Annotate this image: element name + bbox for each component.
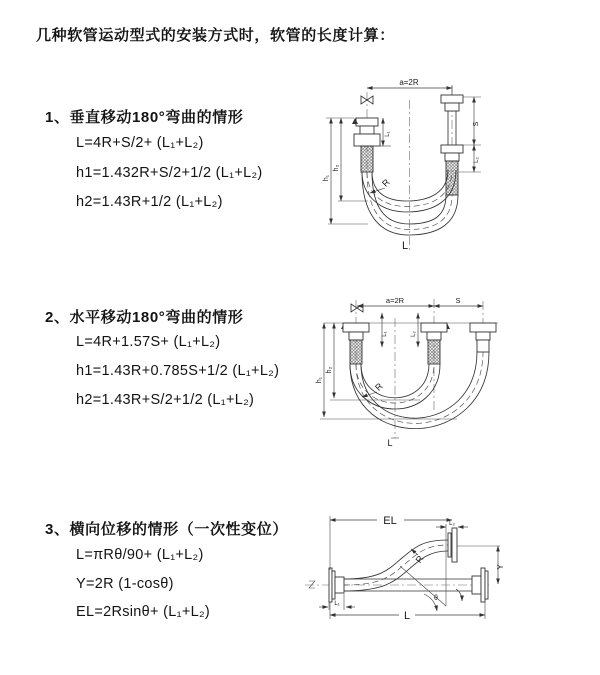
dim-label-h1: h₁ (323, 174, 330, 182)
l1-dimension (319, 594, 355, 610)
break-symbol-icon (309, 581, 315, 588)
dim-label-y: Y (496, 564, 505, 570)
dim-label-r: R (413, 553, 426, 565)
diagram-horizontal-180-bend (300, 296, 515, 448)
right-fitting-positions (441, 95, 463, 195)
dim-label-a2r: a=2R (399, 78, 419, 87)
formula-line: h1=1.43R+0.785S+1/2 (L₁+L₂) (76, 363, 280, 379)
dim-label-h2: h₂ (333, 164, 340, 172)
formula-line: h1=1.432R+S/2+1/2 (L₁+L₂) (76, 165, 263, 181)
hose-loops (362, 170, 458, 235)
dim-label-theta: θ (434, 595, 438, 602)
displaced-hose (344, 540, 448, 591)
section-2-heading: 2、水平移动180°弯曲的情形 (45, 309, 244, 326)
dim-label-el: EL (383, 515, 397, 527)
dim-label-l2: L₂ (411, 331, 417, 337)
page-title: 几种软管运动型式的安装方式时，软管的长度计算： (36, 27, 395, 44)
left-fitting (354, 118, 380, 172)
dim-label-l-total: L (403, 610, 411, 622)
top-dimensions (357, 296, 483, 306)
section-1-heading: 1、垂直移动180°弯曲的情形 (45, 109, 244, 126)
l-dimension (330, 600, 485, 622)
dim-label-h2: h₂ (326, 366, 333, 374)
dim-label-l-total: L (401, 240, 409, 252)
diagram-vertical-180-bend (300, 76, 512, 258)
dim-label-s: S (473, 121, 480, 127)
formula-line: h2=1.43R+S/2+1/2 (L₁+L₂) (76, 392, 255, 408)
dim-label-l1: L₁ (334, 601, 340, 607)
center-lines (356, 299, 483, 438)
dim-label-l2: L₂ (449, 521, 455, 527)
left-flange (329, 568, 344, 602)
dim-label-s: S (455, 296, 461, 305)
right-flange (472, 568, 488, 602)
valve-icon (351, 304, 363, 312)
diagram-lateral-displacement (302, 512, 508, 622)
dim-label-r: R (380, 177, 392, 189)
hose-loops (350, 352, 489, 429)
formula-line: L=4R+1.57S+ (L₁+L₂) (76, 334, 221, 350)
middle-fitting (421, 323, 447, 364)
dim-label-l1: L₁ (385, 131, 391, 137)
l2-dimension (436, 521, 468, 527)
formula-line: h2=1.43R+1/2 (L₁+L₂) (76, 194, 223, 210)
dim-label-a2r: a=2R (385, 296, 405, 305)
right-fitting (470, 323, 496, 352)
el-dimension (330, 515, 452, 570)
formula-line: L=4R+S/2+ (L₁+L₂) (76, 135, 204, 151)
left-fitting (343, 323, 369, 364)
dim-label-h1: h₁ (316, 376, 323, 384)
top-dimension (367, 78, 452, 95)
s-dimension (459, 97, 481, 172)
dim-label-r: R (373, 381, 385, 393)
dim-label-l1: L₁ (382, 331, 388, 337)
center-lines (367, 86, 452, 253)
section-3-heading: 3、横向位移的情形（一次性变位） (45, 521, 288, 538)
upper-flange (448, 528, 457, 562)
dim-label-l-total: L (387, 438, 393, 448)
small-dimensions (382, 313, 418, 347)
formula-line: Y=2R (1-cosθ) (76, 576, 174, 592)
formula-line: EL=2Rsinθ+ (L₁+L₂) (76, 604, 211, 620)
formula-line: L=πRθ/90+ (L₁+L₂) (76, 547, 204, 563)
dim-label-l2: L₂ (474, 157, 480, 163)
